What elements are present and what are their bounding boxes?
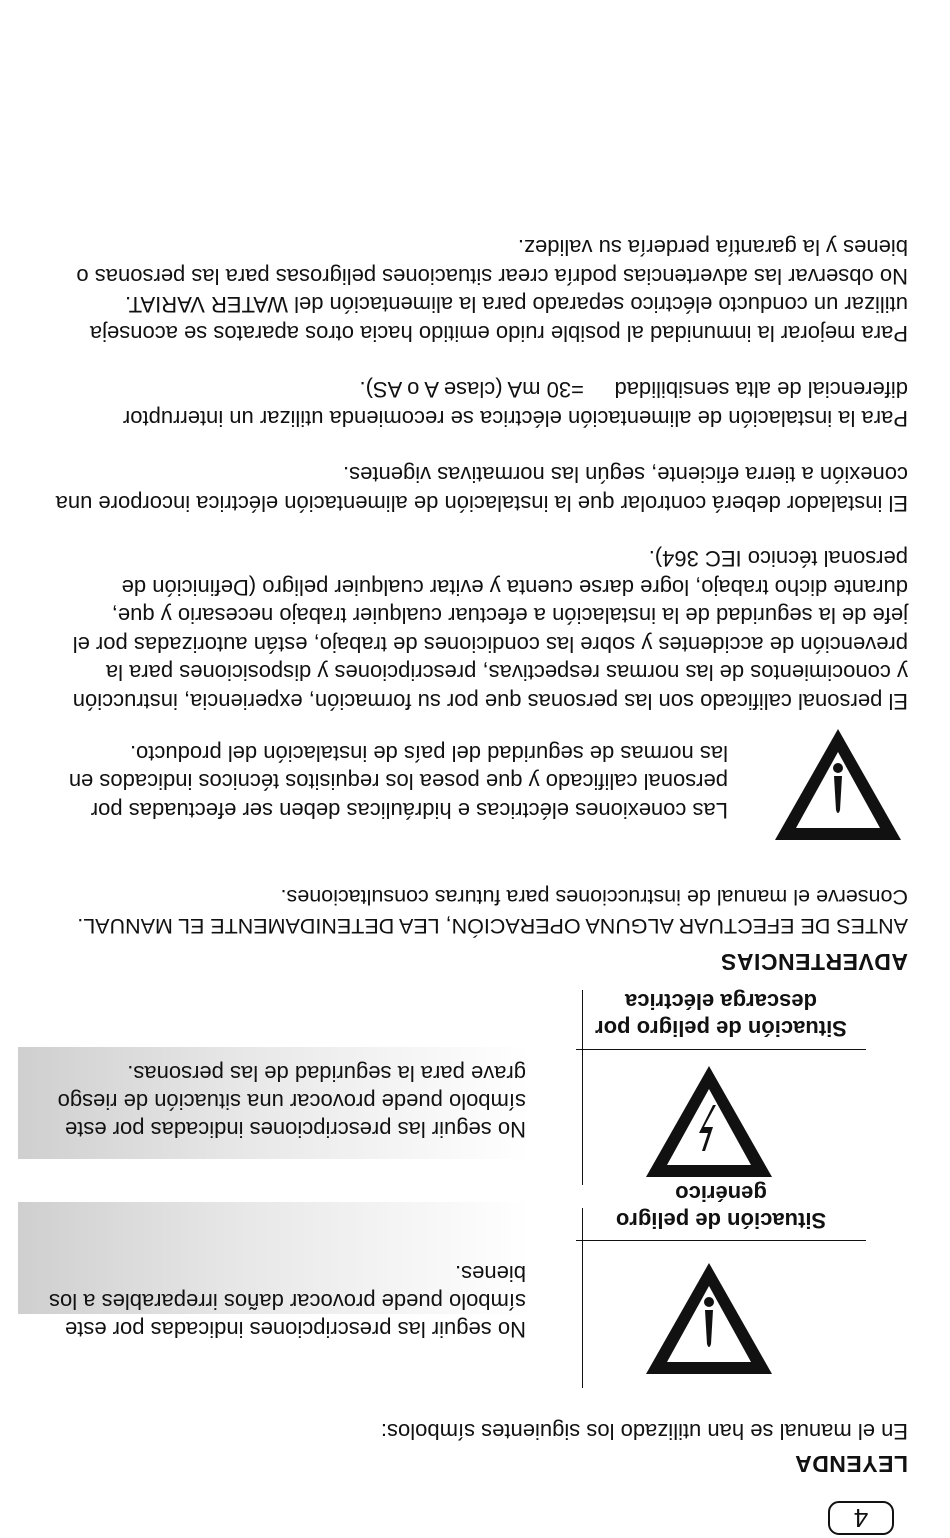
note-line: No seguir las prescripciones indicadas por este [64,1317,526,1342]
paragraph-line: diferencial de alta sensibilidad =30 mA (clase A o AS). [359,377,908,403]
electric-shock-icon [642,1063,776,1185]
note-line: Las conexiones eléctricas e hidráulicas deben ser efectuadas por [90,798,728,823]
note-line: símbolo puede provocar una situación de riesgo [57,1089,526,1114]
legend-intro: En el manual se han utilizado los siguientes símbolos: [380,1419,908,1444]
paragraph-line: El personal calificado son las personas que por su formación, experiencia, instrucción [72,689,908,714]
paragraph-grounding [56,460,908,517]
paragraph-line: prevención de accidentes y sobre las condiciones de trabajo, están autorizadas por el [72,632,908,657]
title-line: Situación de peligro por [595,1016,847,1041]
paragraph-line: Para mejorar la inmunidad al posible ruido emitido hacia otros aparatos se aconseja [89,321,908,346]
title-line: descarga eléctrica [624,989,818,1014]
legend-item-generic [40,1181,908,1388]
note-line: No seguir las prescripciones indicadas por este [64,1117,526,1142]
page-number: 4 [828,1501,894,1535]
legend-item-note [58,1059,526,1143]
paragraph-line: jefe de la seguridad de la instalación a efectuar cualquier trabajo necesario y que, [111,603,908,629]
paragraph-line: El instalador deberá controlar que la instalación de alimentación eléctrica incorpore una [55,491,908,516]
legend-icon-cell [582,1181,908,1388]
paragraph-immunity [76,233,908,347]
legend-icon-cell [582,990,908,1185]
paragraph-line: personal técnico IEC 364). [648,546,908,572]
note-line: símbolo puede provocar daños irreparables a los [49,1289,526,1314]
paragraph-qualified-personnel [73,544,908,715]
lead-line: Conserve el manual de instrucciones para futuras consultaciones. [280,885,908,910]
paragraph-line: y conocimientos de las normas respectivas, prescripciones y disposiciones para la [105,660,908,686]
note-line: bienes. [455,1261,526,1286]
paragraph-line: conexión a tierra eficiente, según las normativas vigentes. [343,462,908,488]
note-line: las normas de seguridad del país de instalación del producto. [129,741,728,766]
note-line: grave para la seguridad de las personas. [127,1061,526,1086]
warnings-lead [77,883,908,940]
paragraph-differential-switch [123,375,908,432]
legend-item-note [49,1259,526,1343]
paragraph-line: Para la instalación de alimentación eléctrica se recomienda utilizar un interruptor [122,406,908,431]
paragraph-line: durante dicho trabajo, logre darse cuenta y evitar cualquier peligro (Definición de [121,575,908,600]
legend-item-electric [40,990,908,1185]
note-line: personal calificado y que posea los requisitos técnicos indicados en [68,769,728,795]
lead-line: ANTES DE EFECTUAR ALGUNA OPERACIÓN, LEA DETENIDAMENTE EL MANUAL. [77,914,908,938]
legend-item-title: Situación de peligro genérico [576,1180,866,1241]
legend-item-title [576,988,866,1050]
warnings-heading: ADVERTENCIAS [720,949,908,975]
legend-heading: LEYENDA [794,1451,908,1477]
qualified-personnel-note [69,739,728,825]
exclamation-warning-icon [771,726,905,848]
paragraph-line: utilizar un conducto eléctrico separado para la alimentación del WATER VARIAT. [125,292,908,318]
exclamation-warning-icon [642,1260,776,1382]
paragraph-line: No observar las advertencias podría crear situaciones peligrosas para las personas o [76,264,908,289]
paragraph-line: bienes y la garantía perdería su validez. [517,235,908,261]
